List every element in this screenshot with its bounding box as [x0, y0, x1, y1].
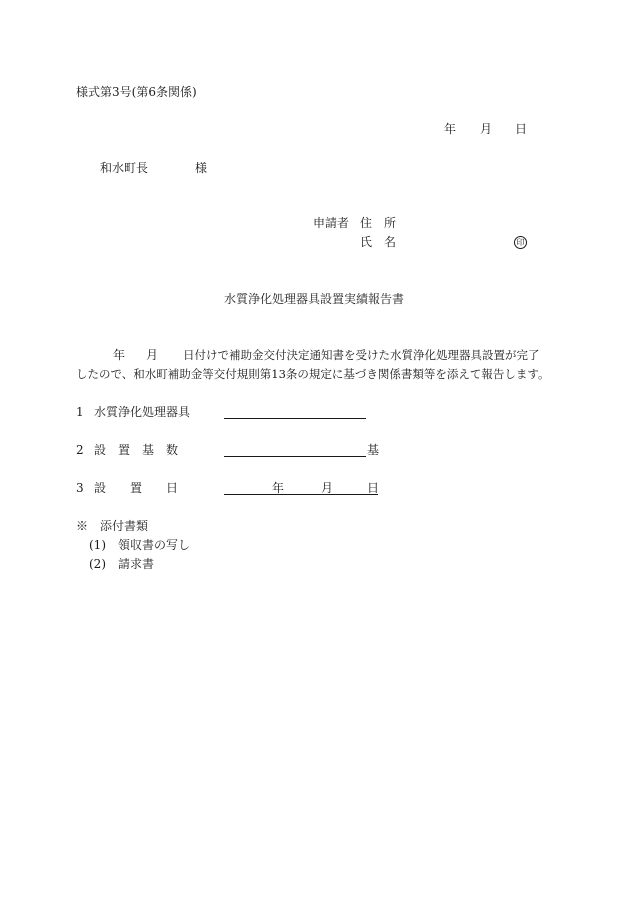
- addressee-honorific: 様: [195, 161, 208, 175]
- attachment-label: 請求書: [118, 557, 155, 571]
- form-number: 様式第3号(第6条関係): [76, 85, 197, 99]
- attachment-number: (2): [89, 557, 106, 571]
- name-label: 氏 名: [360, 235, 397, 249]
- attachments-heading: ※ 添付書類: [76, 519, 149, 533]
- addressee-name: 和水町長: [100, 161, 149, 175]
- item-number: 3: [76, 481, 84, 495]
- item-unit-suffix: 基: [367, 443, 380, 457]
- fill-in-line: [224, 494, 378, 495]
- item-label: 水質浄化処理器具: [94, 405, 191, 419]
- fill-in-line: [224, 418, 366, 419]
- date-day-label: 日: [515, 122, 528, 136]
- install-month-label: 月: [321, 481, 334, 495]
- body-month: 月: [146, 348, 159, 362]
- seal-mark: 印: [514, 236, 527, 249]
- body-line2: したので、和水町補助金等交付規則第13条の規定に基づき関係書類等を添えて報告します。: [76, 367, 550, 381]
- item-label: 設 置 日: [94, 481, 179, 495]
- item-label: 設 置 基 数: [94, 443, 179, 457]
- item-number: 1: [76, 405, 84, 419]
- install-year-label: 年: [272, 481, 285, 495]
- attachment-number: (1): [89, 538, 106, 552]
- attachment-label: 領収書の写し: [118, 538, 191, 552]
- date-year-label: 年: [444, 122, 457, 136]
- document-title: 水質浄化処理器具設置実績報告書: [224, 292, 405, 306]
- item-number: 2: [76, 443, 84, 457]
- install-day-label: 日: [367, 481, 380, 495]
- body-line1-rest: 日付けで補助金交付決定通知書を受けた水質浄化処理器具設置が完了: [183, 348, 540, 362]
- date-month-label: 月: [480, 122, 493, 136]
- fill-in-line: [224, 456, 366, 457]
- body-year: 年: [113, 348, 126, 362]
- applicant-label: 申請者: [313, 216, 350, 230]
- address-label: 住 所: [360, 216, 397, 230]
